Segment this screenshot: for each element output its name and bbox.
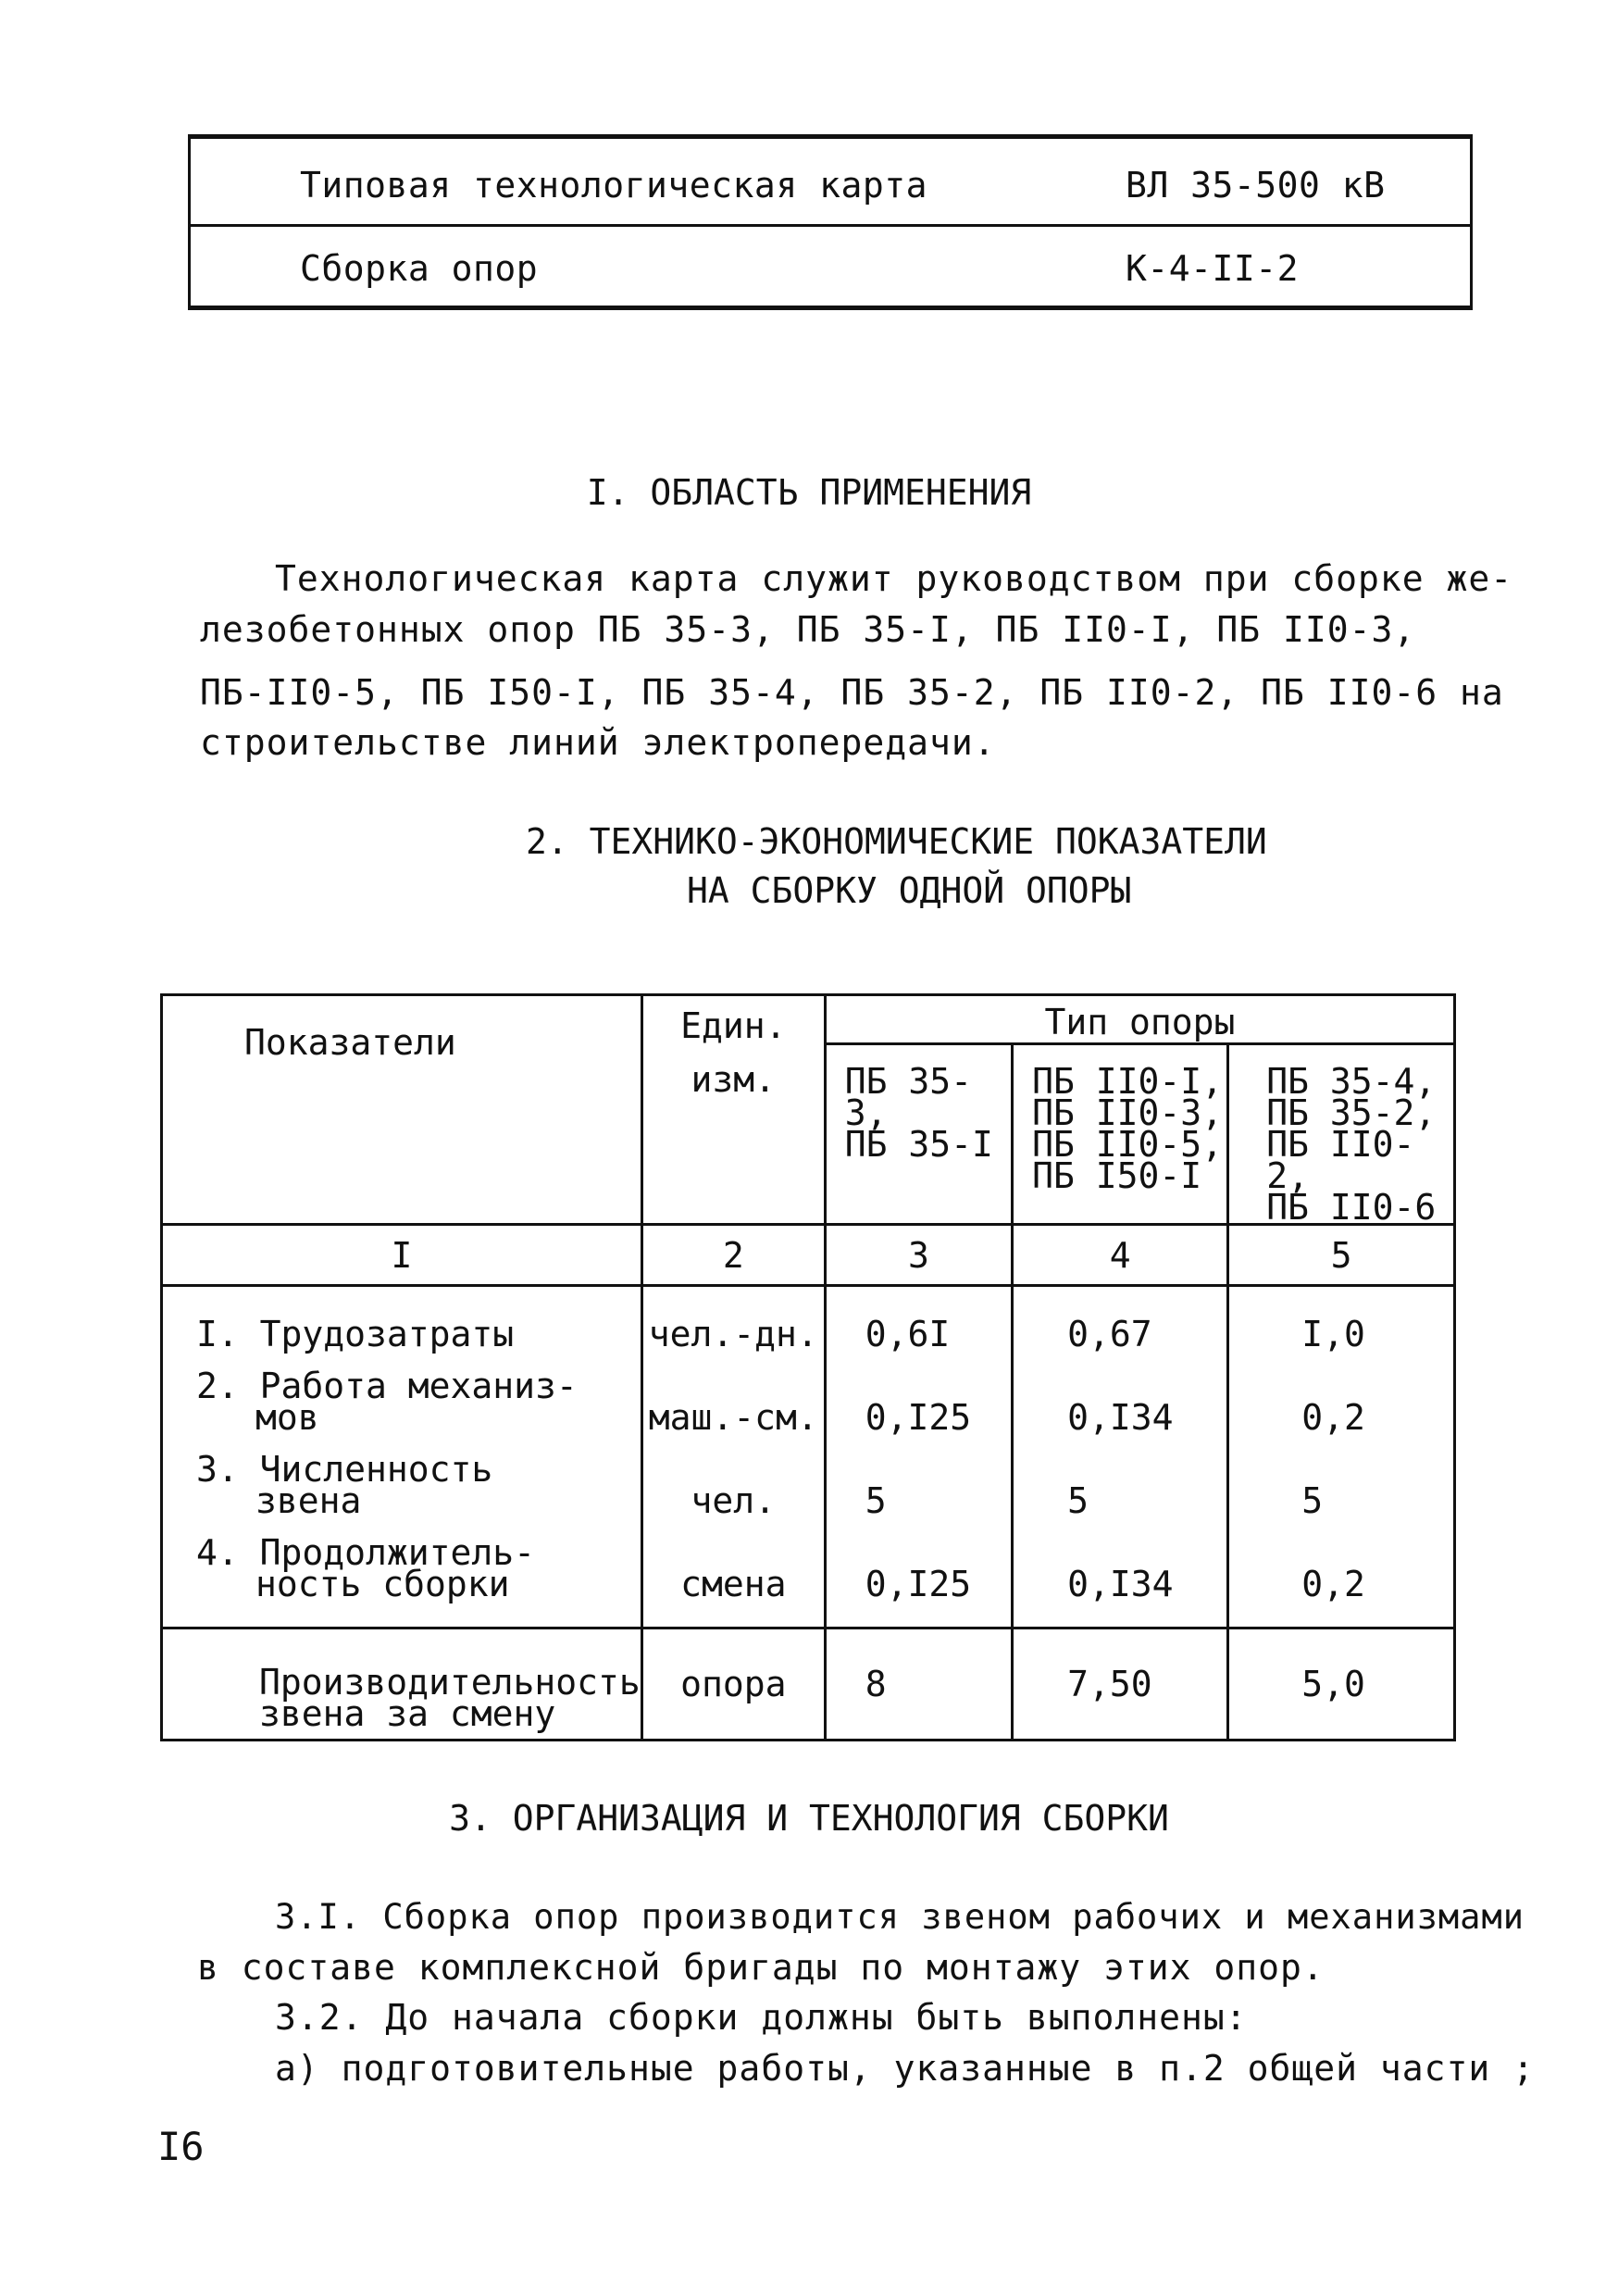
perf-value-3: 5,0 xyxy=(1228,1628,1455,1741)
col-number-3: 3 xyxy=(825,1225,1012,1286)
section1-line-3: ПБ-II0-5, ПБ I50-I, ПБ 35-4, ПБ 35-2, ПБ II0-2, ПБ II0-6 на xyxy=(200,672,1504,713)
section1-line-2: лезобетонных опор ПБ 35-3, ПБ 35-I, ПБ II0-I, ПБ II0-3, xyxy=(200,609,1416,650)
col-header-units: Един. изм. xyxy=(641,995,825,1225)
col-number-1: I xyxy=(162,1225,642,1286)
row-label-1: I. Трудозатраты xyxy=(196,1314,515,1354)
rows-values-2: 0,67 0,I34 5 0,I34 xyxy=(1013,1286,1228,1628)
row-label-3b: звена xyxy=(255,1480,362,1521)
col-number-2: 2 xyxy=(641,1225,825,1286)
rows-labels xyxy=(162,1286,642,1628)
section1-line-4: строительстве линий электропередачи. xyxy=(200,722,996,763)
rows-values-3: I,0 0,2 5 0,2 xyxy=(1228,1286,1455,1628)
perf-label: Производительность звена за смену xyxy=(162,1628,642,1741)
perf-value-2: 7,50 xyxy=(1013,1628,1228,1741)
row-label-2b: мов xyxy=(255,1397,319,1438)
section3-p2: 3.2. До начала сборки должны быть выполнены: xyxy=(275,1997,1248,2038)
rows-values-1: 0,6I 0,I25 5 0,I25 xyxy=(825,1286,1012,1628)
row-label-4a: 4. Продолжитель- xyxy=(196,1532,536,1573)
perf-value-1: 8 xyxy=(825,1628,1012,1741)
row-label-2a: 2. Работа механиз- xyxy=(196,1366,578,1406)
header-divider xyxy=(191,224,1470,227)
section2-heading-line1: 2. ТЕХНИКО-ЭКОНОМИЧЕСКИЕ ПОКАЗАТЕЛИ xyxy=(526,821,1267,862)
col-number-4: 4 xyxy=(1013,1225,1228,1286)
section3-p3: а) подготовительные работы, указанные в п.2 общей части ; xyxy=(275,2048,1536,2089)
col-header-type-1: ПБ 35-3, ПБ 35-I xyxy=(825,1044,1012,1225)
section1-heading: I. ОБЛАСТЬ ПРИМЕНЕНИЯ xyxy=(586,472,1032,513)
col-header-type-3: ПБ 35-4, ПБ 35-2, ПБ II0-2, ПБ II0-6 xyxy=(1228,1044,1455,1225)
col-header-type: Тип опоры xyxy=(825,995,1454,1044)
header-doc-type: Типовая технологическая карта xyxy=(300,165,927,206)
row-label-3a: 3. Численность xyxy=(196,1449,493,1490)
header-code: К-4-II-2 xyxy=(1126,248,1300,289)
section3-p1-line1: 3.I. Сборка опор производится звеном рабочих и механизмами xyxy=(275,1897,1525,1937)
header-title: Сборка опор xyxy=(300,248,539,289)
page-number: I6 xyxy=(157,2124,205,2169)
section1-line-1: Технологическая карта служит руководством при сборке же- xyxy=(275,558,1513,599)
indicators-table xyxy=(160,993,1456,1741)
col-header-type-2: ПБ II0-I, ПБ II0-3, ПБ II0-5, ПБ I50-I xyxy=(1013,1044,1228,1225)
rows-units: чел.-дн. маш.-см. чел. смена xyxy=(641,1286,825,1628)
section3-heading: 3. ОРГАНИЗАЦИЯ И ТЕХНОЛОГИЯ СБОРКИ xyxy=(449,1798,1169,1839)
row-label-4b: ность сборки xyxy=(255,1564,510,1604)
col-number-5: 5 xyxy=(1228,1225,1455,1286)
perf-unit: опора xyxy=(641,1628,825,1741)
header-box xyxy=(188,134,1473,310)
header-voltage: ВЛ 35-500 кВ xyxy=(1126,165,1386,206)
section2-heading-line2: НА СБОРКУ ОДНОЙ ОПОРЫ xyxy=(687,870,1132,911)
col-header-indicators: Показатели xyxy=(162,995,642,1225)
section3-p1-line2: в составе комплексной бригады по монтажу этих опор. xyxy=(197,1947,1325,1988)
